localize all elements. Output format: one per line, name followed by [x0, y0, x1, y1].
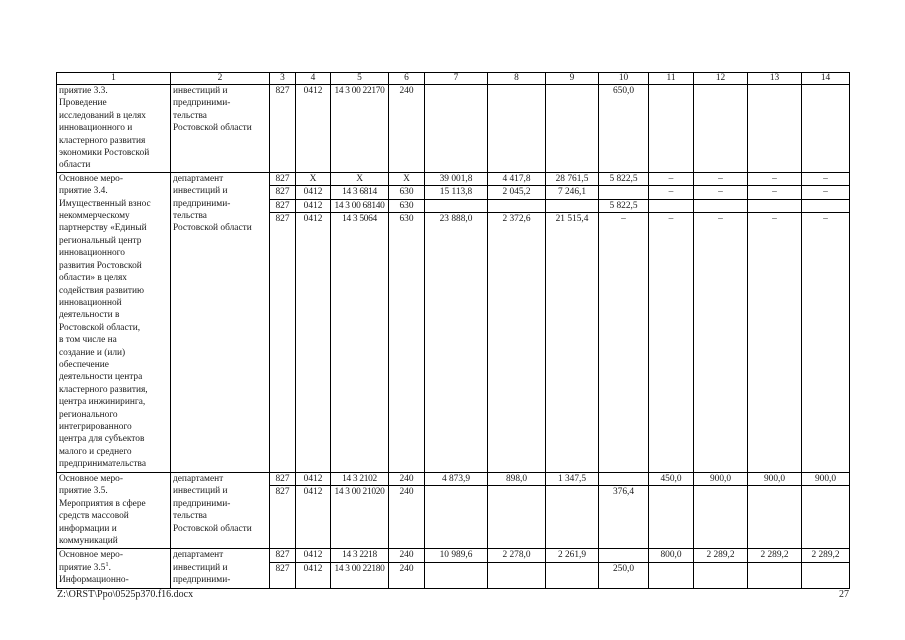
value-cell: 376,4 [599, 486, 649, 549]
value-cell [649, 199, 694, 212]
section-cell: 0412 [296, 85, 331, 173]
value-cell: – [802, 172, 850, 185]
activity-name-cell: Основное меро- приятие 3.4. Имущественный взнос некоммерческому партнерству «Единый региональный центр инновационного развития Ростовской области» в целях содействия развитию инновационной деятельности в Ростовской области, в том числе на создание и (или) обеспечение деятельности центра кластерного развития, центра инжиниринга, регионального интегрированного центра для субъектов малого и среднего предпринимательства [57, 172, 171, 472]
grbs-cell: 827 [270, 562, 296, 588]
value-cell [802, 486, 850, 549]
col-header: 7 [425, 73, 488, 85]
value-cell: 21 515,4 [546, 213, 599, 473]
value-cell: 5 822,5 [599, 172, 649, 185]
value-cell [488, 486, 546, 549]
value-cell: 900,0 [748, 473, 802, 486]
expense-type-cell: 240 [389, 562, 425, 588]
value-cell: – [694, 186, 748, 199]
value-cell: – [649, 186, 694, 199]
section-cell: 0412 [296, 473, 331, 486]
section-cell: 0412 [296, 562, 331, 588]
value-cell: 39 001,8 [425, 172, 488, 185]
value-cell: 4 873,9 [425, 473, 488, 486]
value-cell [748, 85, 802, 173]
grbs-cell: 827 [270, 549, 296, 562]
value-cell: 450,0 [649, 473, 694, 486]
table-row [57, 85, 850, 173]
executor-cell: департамент инвестиций и предприними- [171, 549, 270, 588]
value-cell: 23 888,0 [425, 213, 488, 473]
value-cell: – [802, 213, 850, 473]
value-cell [488, 85, 546, 173]
value-cell [599, 186, 649, 199]
col-header: 6 [389, 73, 425, 85]
target-code-cell: 14 3 00 22170 [331, 85, 389, 173]
value-cell: 15 113,8 [425, 186, 488, 199]
value-cell: – [748, 213, 802, 473]
col-header: 13 [748, 73, 802, 85]
target-code-cell: 14 3 6814 [331, 186, 389, 199]
value-cell: 2 278,0 [488, 549, 546, 562]
value-cell: 10 989,6 [425, 549, 488, 562]
value-cell [488, 562, 546, 588]
col-header: 8 [488, 73, 546, 85]
value-cell [748, 199, 802, 212]
value-cell [599, 473, 649, 486]
value-cell [546, 486, 599, 549]
value-cell: 898,0 [488, 473, 546, 486]
value-cell: – [649, 213, 694, 473]
value-cell [649, 486, 694, 549]
grbs-cell: 827 [270, 172, 296, 185]
target-code-cell: 14 3 2218 [331, 549, 389, 562]
target-code-cell: 14 3 00 68140 [331, 199, 389, 212]
grbs-cell: 827 [270, 199, 296, 212]
target-code-cell: 14 3 00 21020 [331, 486, 389, 549]
value-cell: 28 761,5 [546, 172, 599, 185]
col-header: 10 [599, 73, 649, 85]
table-row [57, 172, 850, 185]
value-cell: 2 045,2 [488, 186, 546, 199]
section-cell: 0412 [296, 213, 331, 473]
expense-type-cell: 630 [389, 213, 425, 473]
section-cell: Х [296, 172, 331, 185]
value-cell: – [694, 172, 748, 185]
table-header-row [57, 73, 850, 85]
table-row [57, 549, 850, 562]
value-cell: 2 289,2 [694, 549, 748, 562]
value-cell [748, 562, 802, 588]
target-code-cell: 14 3 2102 [331, 473, 389, 486]
value-cell [694, 85, 748, 173]
grbs-cell: 827 [270, 486, 296, 549]
document-file-path: Z:\ORST\Ppo\0525p370.f16.docx [57, 589, 194, 600]
value-cell: 1 347,5 [546, 473, 599, 486]
value-cell: – [802, 186, 850, 199]
program-table [56, 72, 850, 589]
value-cell [546, 199, 599, 212]
value-cell [488, 199, 546, 212]
col-header: 11 [649, 73, 694, 85]
value-cell: – [748, 186, 802, 199]
value-cell [694, 562, 748, 588]
expense-type-cell: 240 [389, 549, 425, 562]
value-cell: 2 372,6 [488, 213, 546, 473]
expense-type-cell: 240 [389, 473, 425, 486]
value-cell: – [649, 172, 694, 185]
value-cell [802, 199, 850, 212]
value-cell [748, 486, 802, 549]
expense-type-cell: 630 [389, 186, 425, 199]
value-cell: – [748, 172, 802, 185]
value-cell: 900,0 [694, 473, 748, 486]
value-cell [694, 486, 748, 549]
target-code-cell: 14 3 5064 [331, 213, 389, 473]
value-cell: 800,0 [649, 549, 694, 562]
expense-type-cell: 240 [389, 85, 425, 173]
footnote-mark: 1 [105, 560, 109, 568]
value-cell: 650,0 [599, 85, 649, 173]
section-cell: 0412 [296, 199, 331, 212]
value-cell: – [599, 213, 649, 473]
value-cell: 2 289,2 [748, 549, 802, 562]
value-cell: 7 246,1 [546, 186, 599, 199]
section-cell: 0412 [296, 549, 331, 562]
activity-name-cell: Основное меро- приятие 3.5. Мероприятия в сфере средств массовой информации и коммуникаций [57, 473, 171, 549]
grbs-cell: 827 [270, 213, 296, 473]
target-code-cell: Х [331, 172, 389, 185]
col-header: 9 [546, 73, 599, 85]
value-cell [425, 85, 488, 173]
value-cell: 250,0 [599, 562, 649, 588]
section-cell: 0412 [296, 186, 331, 199]
section-cell: 0412 [296, 486, 331, 549]
value-cell: 5 822,5 [599, 199, 649, 212]
table-row [57, 473, 850, 486]
value-cell [694, 199, 748, 212]
value-cell: 2 289,2 [802, 549, 850, 562]
value-cell [425, 199, 488, 212]
expense-type-cell: Х [389, 172, 425, 185]
col-header: 5 [331, 73, 389, 85]
grbs-cell: 827 [270, 85, 296, 173]
grbs-cell: 827 [270, 473, 296, 486]
expense-type-cell: 630 [389, 199, 425, 212]
value-cell [649, 562, 694, 588]
value-cell [802, 85, 850, 173]
executor-cell: инвестиций и предприними- тельства Ростовской области [171, 85, 270, 173]
activity-name-cell [57, 549, 171, 588]
value-cell: 900,0 [802, 473, 850, 486]
col-header: 2 [171, 73, 270, 85]
value-cell: 4 417,8 [488, 172, 546, 185]
activity-name-text: Основное меро- приятие 3.5 [59, 550, 123, 573]
target-code-cell: 14 3 00 22180 [331, 562, 389, 588]
value-cell [599, 549, 649, 562]
grbs-cell: 827 [270, 186, 296, 199]
col-header: 1 [57, 73, 171, 85]
col-header: 14 [802, 73, 850, 85]
executor-cell: департамент инвестиций и предприними- тельства Ростовской области [171, 473, 270, 549]
col-header: 3 [270, 73, 296, 85]
expense-type-cell: 240 [389, 486, 425, 549]
value-cell: – [694, 213, 748, 473]
value-cell [546, 85, 599, 173]
value-cell [649, 85, 694, 173]
value-cell [802, 562, 850, 588]
value-cell [425, 486, 488, 549]
executor-cell: департамент инвестиций и предприними- тельства Ростовской области [171, 172, 270, 472]
value-cell [425, 562, 488, 588]
value-cell [546, 562, 599, 588]
activity-name-text: . Информационно- [59, 562, 129, 586]
page-number: 27 [839, 589, 849, 600]
value-cell: 2 261,9 [546, 549, 599, 562]
col-header: 4 [296, 73, 331, 85]
col-header: 12 [694, 73, 748, 85]
activity-name-cell: приятие 3.3. Проведение исследований в целях инновационного и кластерного развития экономики Ростовской области [57, 85, 171, 173]
